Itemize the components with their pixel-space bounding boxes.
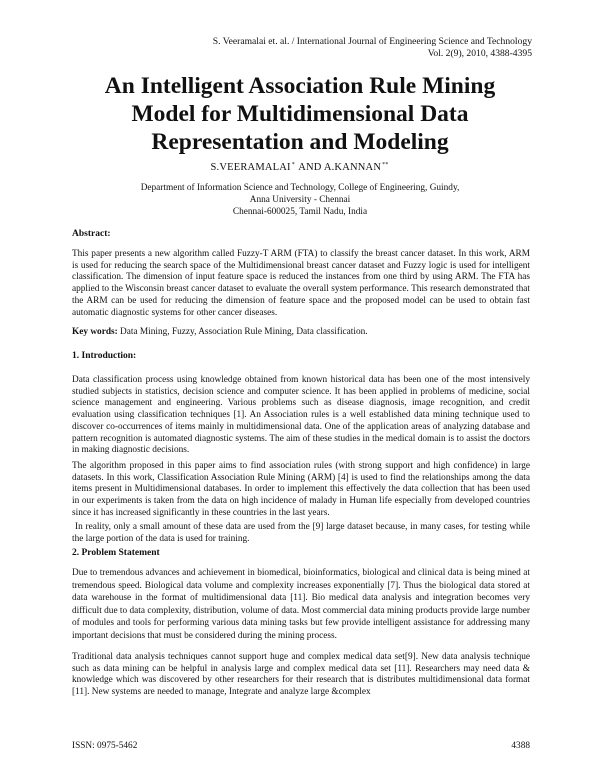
- author-connector: AND: [298, 162, 322, 173]
- section-1-heading: 1. Introduction:: [72, 351, 137, 361]
- paper-title: [60, 72, 540, 156]
- affiliation: [100, 183, 500, 218]
- title-line-1: An Intelligent Association Rule Mining: [104, 73, 496, 99]
- section-2-paragraph-1: Due to tremendous advances and achievement in biomedical, bioinformatics, biological and clinical data is being mined at tremendous speed. Biological data volume and complexity increases exponentially [7]. Thus the biological data stored at data warehouse in the format of multidimensional data [11]. Bio medical data analysis and integration becomes very difficult due to data complexity, distribution, volume of data. Most commercial data mining products provide large number of modules and tools for performing various data mining tasks but few provide intelligent assistance for addressing many important decisions that must be considered during the mining process.: [72, 568, 530, 641]
- affiliation-line-3: Chennai-600025, Tamil Nadu, India: [232, 206, 368, 217]
- affiliation-line-1: Department of Information Science and Technology, College of Engineering, Guindy,: [140, 183, 460, 193]
- abstract-heading: Abstract:: [72, 229, 111, 239]
- author-2: A.KANNAN: [323, 162, 382, 173]
- author-line: [60, 162, 540, 173]
- section-2-heading: 2. Problem Statement: [72, 548, 160, 558]
- running-head-journal: S. Veeramalai et. al. / International Journal of Engineering Science and Technology: [212, 36, 532, 47]
- author-1-mark: *: [291, 162, 295, 168]
- running-head-volume: Vol. 2(9), 2010, 4388-4395: [427, 48, 532, 59]
- abstract-text: This paper presents a new algorithm called Fuzzy-T ARM (FTA) to classify the breast cancer dataset. In this work, ARM is used for reducing the search space of the Multidimensional breast cancer dataset and Fuzzy logic is used for intelligent classification. The dimension of input feature space is reduced the instances from one third by using ARM. The FTA has applied to the Wisconsin breast cancer dataset to evaluate the overall system performance. This research demonstrated that the ARM can be used for reducing the dimension of feature space and the proposed model can be used to obtain fast automatic diagnostic systems for other cancer diseases.: [72, 249, 530, 318]
- keywords: [72, 327, 530, 339]
- author-2-mark: **: [382, 162, 389, 168]
- section-1-paragraph-1: Data classification process using knowledge obtained from known historical data has been one of the most intensively studied subjects in statistics, decision science and computer science. It has been applied in problems of medicine, social science management and engineering. Various problems such as disease diagnosis, image recognition, and credit evaluation using classification techniques [1]. An Association rules is a well established data mining technique used to discover co-occurrences of items mainly in multidimensional data. One of the application areas of analyzing database and pattern recognition is automated diagnostic systems. The aim of these studies in the medical domain is to assist the doctors in making diagnostic decisions.: [72, 375, 530, 456]
- title-line-2: Model for Multidimensional Data: [131, 101, 469, 127]
- keywords-label: Key words:: [72, 327, 118, 337]
- section-2-paragraph-2: Traditional data analysis techniques cannot support huge and complex medical data set[9]. New data analysis technique such as data mining can be helpful in analysis large and complex medical data set [11]. Researchers may need data & knowledge which was discovered by other researchers for their research that is distributes multidimensional data format [11]. New systems are needed to manage, Integrate and analyze large &complex: [72, 652, 530, 698]
- title-line-3: Representation and Modeling: [151, 129, 449, 155]
- author-1: S.VEERAMALAI: [210, 162, 291, 173]
- footer-page-number: 4388: [511, 741, 530, 751]
- keywords-text: Data Mining, Fuzzy, Association Rule Mining, Data classification.: [120, 327, 368, 337]
- footer-issn: ISSN: 0975-5462: [72, 741, 138, 751]
- section-1-paragraph-2: The algorithm proposed in this paper aims to find association rules (with strong support and high confidence) in large datasets. In this work, Classification Association Rule Mining (ARM) [4] is used to find the relationships among the data items present in Multidimensional databases. In order to implement this effectively the data collection that has been used in our experiments is taken from the data on high incidence of malady in Human life especially from developed countries since it has increased significantly in these countries in the last years.: [72, 461, 530, 518]
- section-1-paragraph-3: In reality, only a small amount of these data are used from the [9] large dataset because, in many cases, for testing while the large portion of the data is used for training.: [72, 522, 530, 544]
- running-head: [213, 36, 532, 60]
- affiliation-line-2: Anna University - Chennai: [249, 194, 351, 205]
